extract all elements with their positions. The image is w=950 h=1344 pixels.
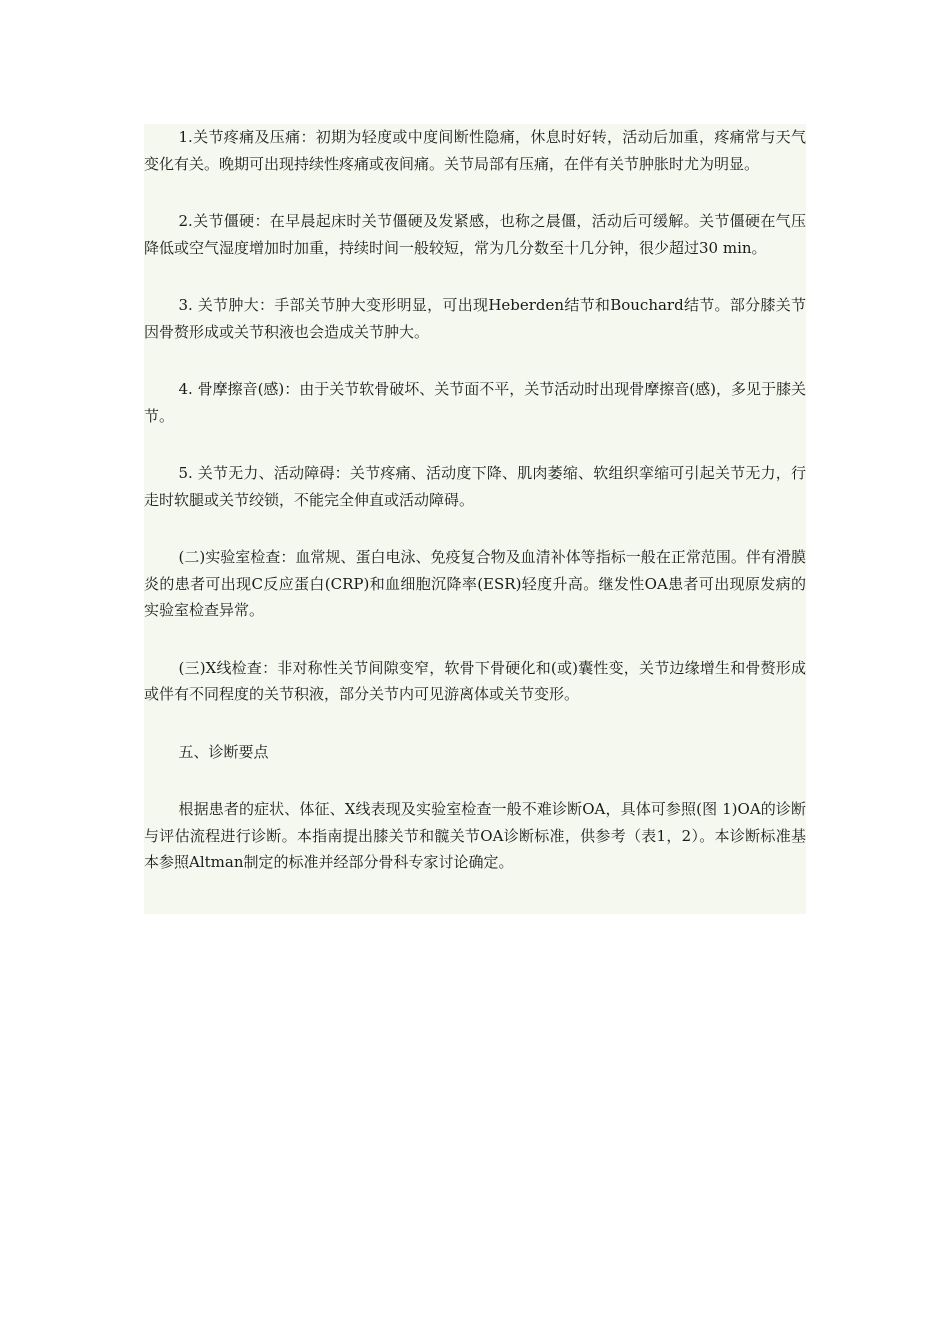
paragraph-bone-friction: 4. 骨摩擦音(感)：由于关节软骨破坏、关节面不平，关节活动时出现骨摩擦音(感)，多见于膝关节。 [144, 380, 806, 425]
paragraph-joint-stiffness: 2.关节僵硬：在早晨起床时关节僵硬及发紧感，也称之晨僵，活动后可缓解。关节僵硬在气压降低或空气湿度增加时加重，持续时间一般较短，常为几分数至十几分钟，很少超过30 min。 [144, 212, 806, 257]
paragraph-xray: (三)X线检查：非对称性关节间隙变窄，软骨下骨硬化和(或)囊性变，关节边缘增生和骨赘形成或伴有不同程度的关节积液，部分关节内可见游离体或关节变形。 [144, 658, 806, 703]
paragraph-spacer [144, 624, 806, 655]
section-heading-diagnosis: 五、诊断要点 [178, 742, 269, 761]
paragraph-spacer [144, 708, 806, 739]
paragraph-lab-tests: (二)实验室检查：血常规、蛋白电泳、免疫复合物及血清补体等指标一般在正常范围。伴有滑膜炎的患者可出现C反应蛋白(CRP)和血细胞沉降率(ESR)轻度升高。继发性OA患者可出现原发病的实验室检查异常。 [144, 548, 806, 619]
paragraph-spacer [144, 261, 806, 292]
paragraph-diagnosis: 根据患者的症状、体征、X线表现及实验室检查一般不难诊断OA，具体可参照(图 1)OA的诊断与评估流程进行诊断。本指南提出膝关节和髋关节OA诊断标准，供参考（表1，2）。本诊断标准基本参照Altman制定的标准并经部分骨科专家讨论确定。 [144, 800, 806, 871]
paragraph-spacer [144, 345, 806, 376]
paragraph-spacer [144, 429, 806, 460]
paragraph-spacer [144, 765, 806, 796]
paragraph-spacer [144, 177, 806, 208]
paragraph-joint-pain: 1.关节疼痛及压痛：初期为轻度或中度间断性隐痛，休息时好转，活动后加重，疼痛常与天气变化有关。晚期可出现持续性疼痛或夜间痛。关节局部有压痛，在伴有关节肿胀时尤为明显。 [144, 128, 806, 173]
document-body [144, 124, 806, 914]
paragraph-joint-swelling: 3. 关节肿大：手部关节肿大变形明显，可出现Heberden结节和Bouchard结节。部分膝关节因骨赘形成或关节积液也会造成关节肿大。 [144, 296, 806, 341]
paragraph-spacer [144, 513, 806, 544]
paragraph-joint-weakness: 5. 关节无力、活动障碍：关节疼痛、活动度下降、肌肉萎缩、软组织挛缩可引起关节无力，行走时软腿或关节绞锁，不能完全伸直或活动障碍。 [144, 464, 806, 509]
